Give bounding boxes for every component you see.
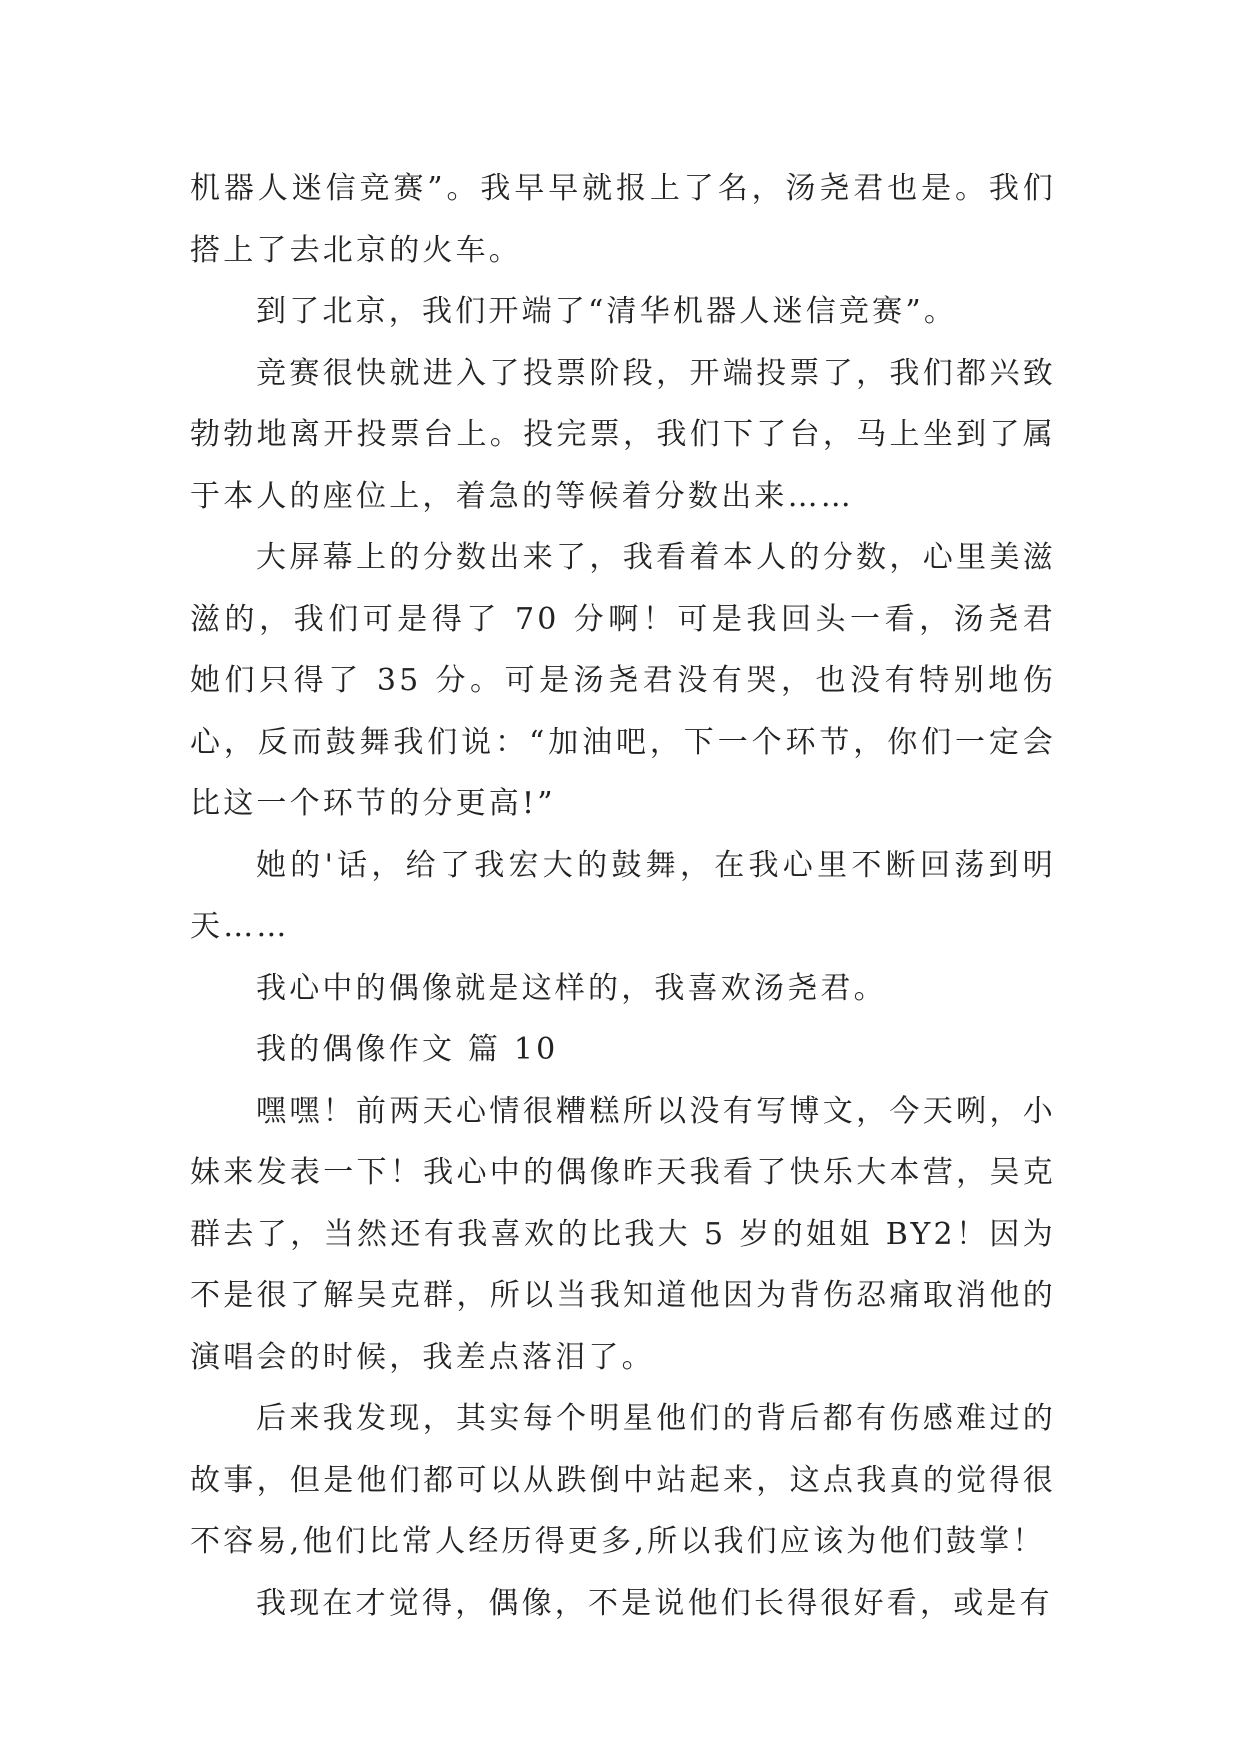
paragraph-7: 嘿嘿！前两天心情很糟糕所以没有写博文，今天咧，小妹来发表一下！我心中的偶像昨天我看了快乐大本营，吴克群去了，当然还有我喜欢的比我大 5 岁的姐姐 BY2！因为不是很了解吴克群，所以当我知道他因为背伤忍痛取消他的演唱会的时候，我差点落泪了。 <box>190 1093 1056 1375</box>
paragraph-2: 到了北京，我们开端了“清华机器人迷信竞赛”。 <box>256 294 958 329</box>
paragraph-1: 机器人迷信竞赛”。我早早就报上了名，汤尧君也是。我们搭上了去北京的火车。 <box>190 171 1056 268</box>
section-heading: 我的偶像作文 篇 10 <box>256 1032 559 1067</box>
paragraph-3: 竞赛很快就进入了投票阶段，开端投票了，我们都兴致勃勃地离开投票台上。投完票，我们下了台，马上坐到了属于本人的座位上，着急的等候着分数出来…… <box>190 355 1056 514</box>
paragraph-4: 大屏幕上的分数出来了，我看着本人的分数，心里美滋滋的，我们可是得了 70 分啊！可是我回头一看，汤尧君她们只得了 35 分。可是汤尧君没有哭，也没有特别地伤心，反而鼓舞我们说：“加油吧，下一个环节，你们一定会比这一个环节的分更高!” <box>190 540 1056 821</box>
document-page <box>190 158 1056 1634</box>
paragraph-9: 我现在才觉得，偶像，不是说他们长得很好看，或是有 <box>256 1585 1053 1621</box>
paragraph-8: 后来我发现，其实每个明星他们的背后都有伤感难过的故事，但是他们都可以从跌倒中站起来，这点我真的觉得很不容易,他们比常人经历得更多,所以我们应该为他们鼓掌！ <box>190 1401 1056 1559</box>
paragraph-5: 她的'话，给了我宏大的鼓舞，在我心里不断回荡到明天…… <box>190 847 1056 944</box>
paragraph-6: 我心中的偶像就是这样的，我喜欢汤尧君。 <box>256 970 887 1006</box>
